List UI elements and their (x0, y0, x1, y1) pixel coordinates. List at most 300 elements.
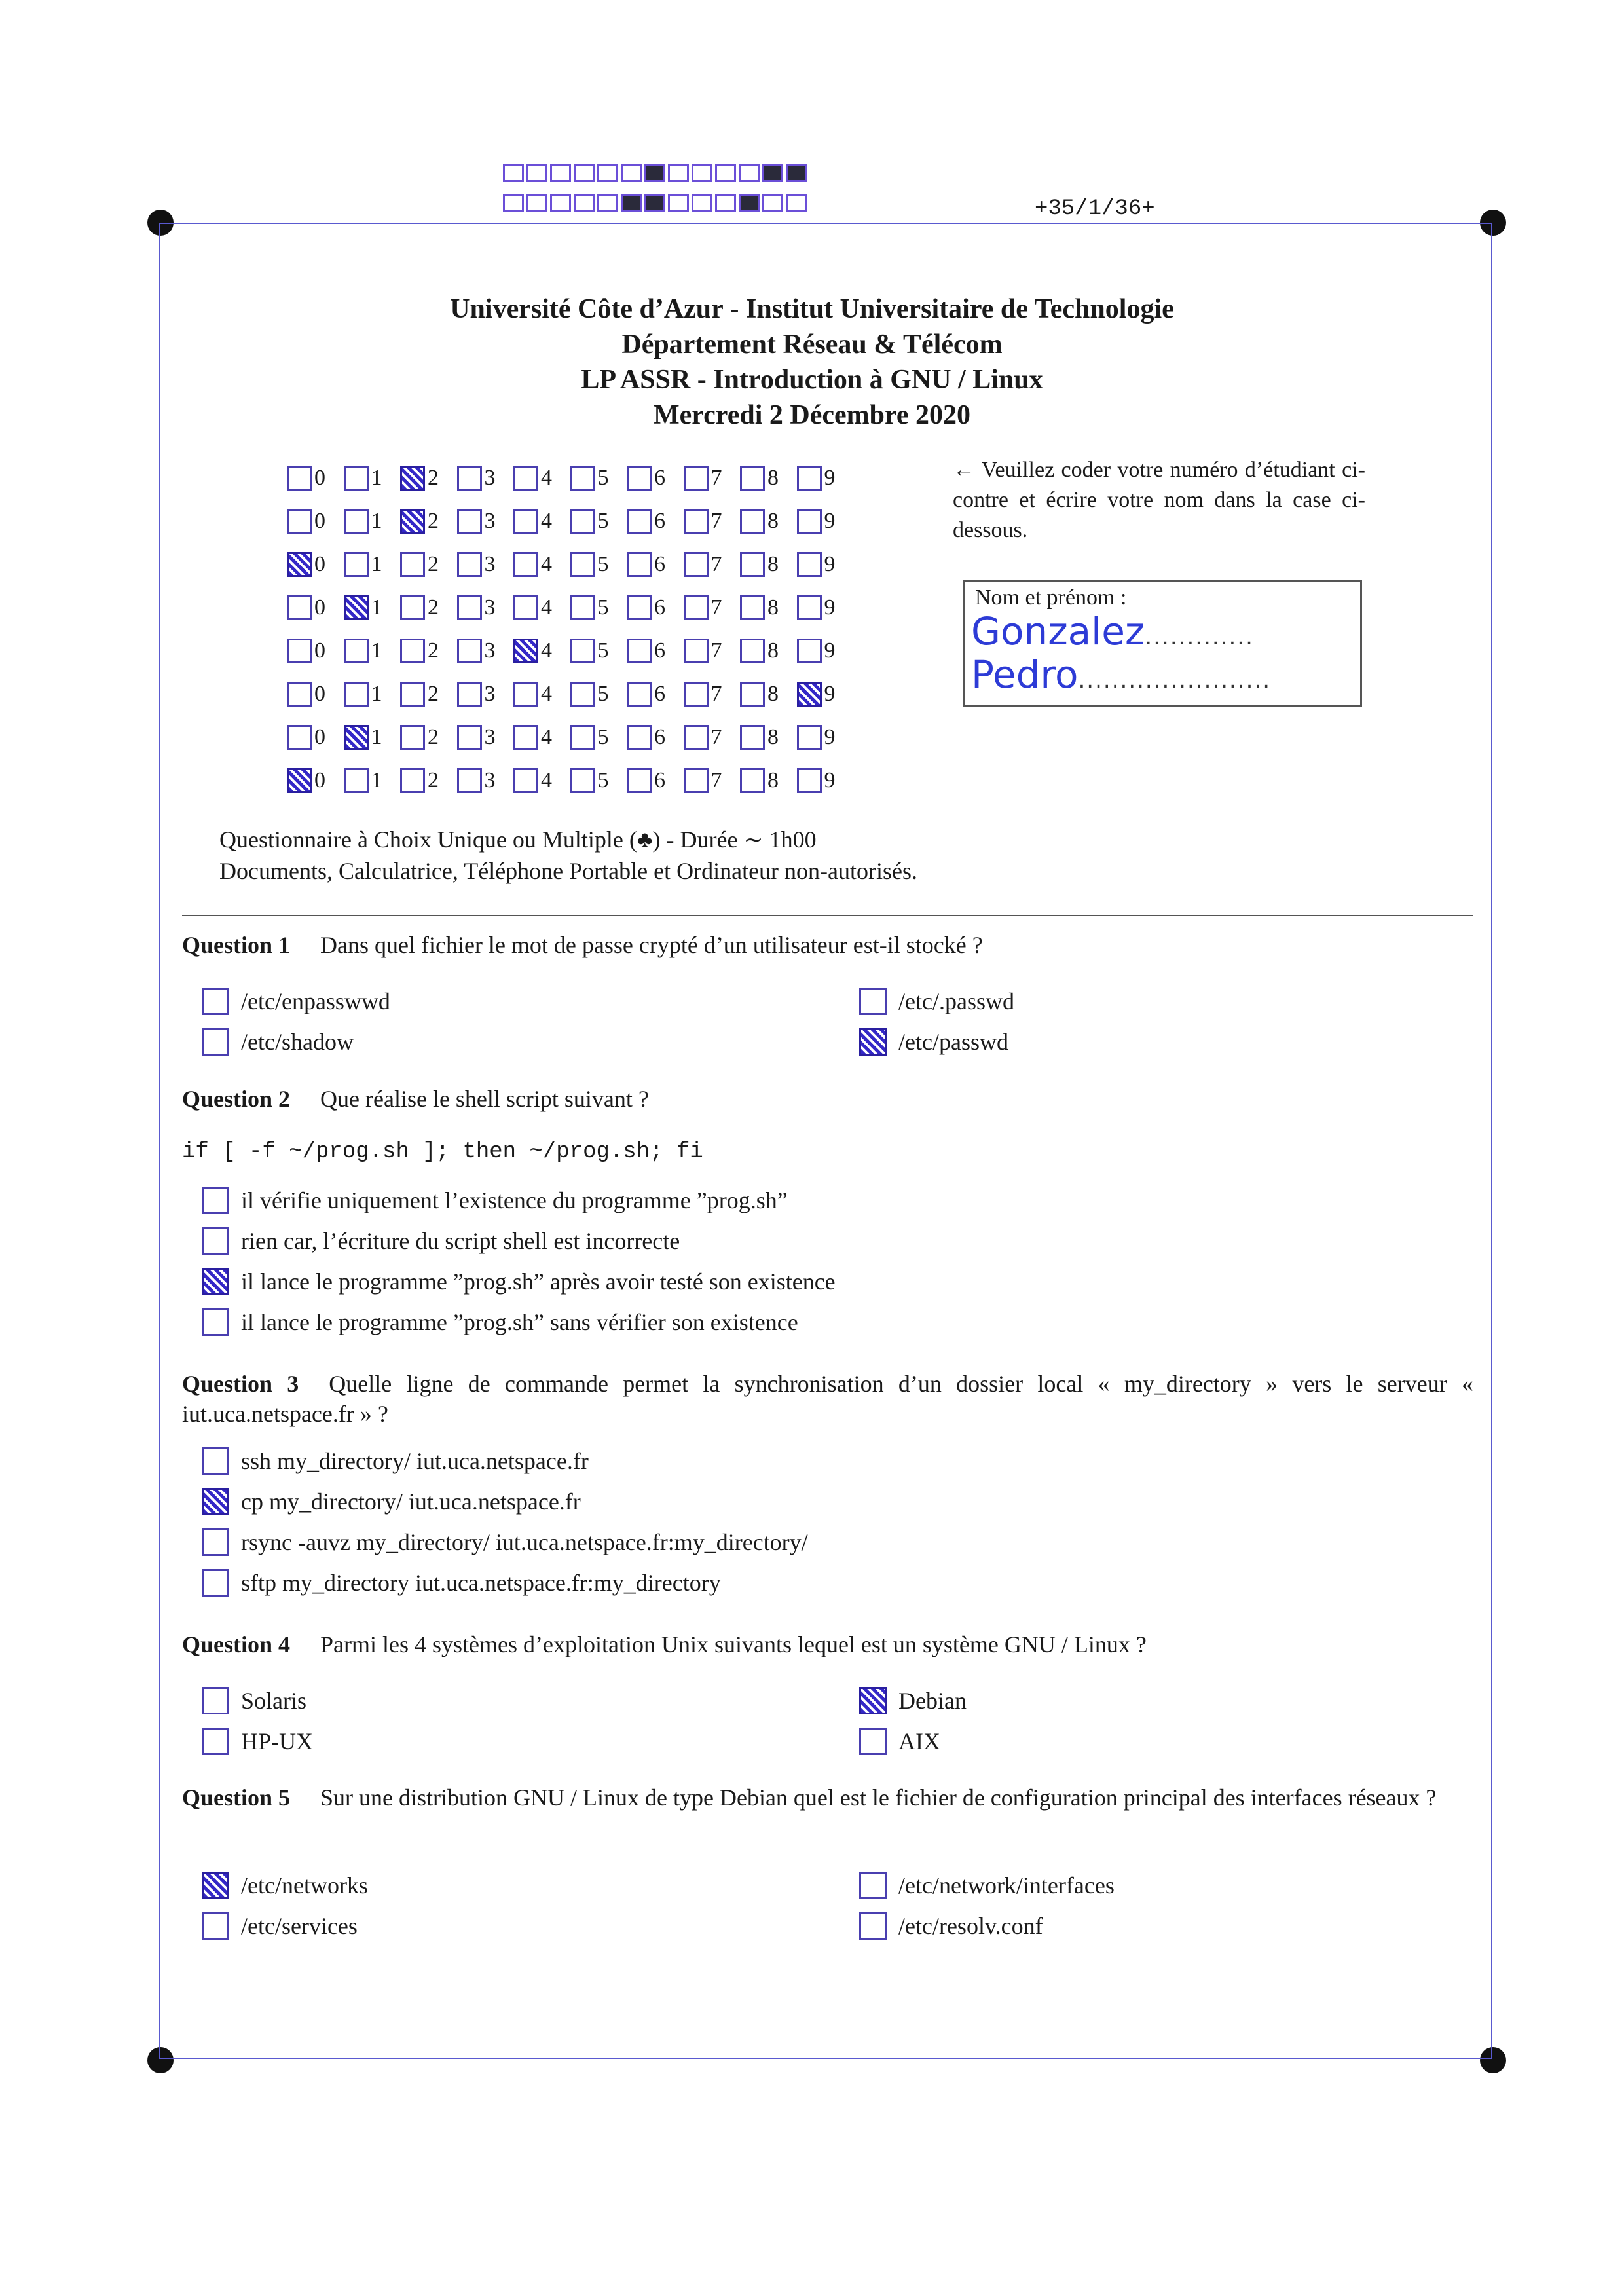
q4-option-1[interactable] (202, 1687, 306, 1714)
digit-label: 5 (597, 509, 609, 533)
q3-option-4[interactable] (202, 1569, 721, 1597)
checkbox[interactable] (344, 725, 369, 750)
id-strip-cell (739, 194, 760, 212)
option-label: cp my_directory/ iut.uca.netspace.fr (241, 1489, 581, 1515)
digit-label: 8 (767, 466, 779, 490)
q1-option-3[interactable] (202, 1028, 354, 1056)
checkbox[interactable] (344, 682, 369, 707)
checkbox[interactable] (684, 768, 709, 793)
checkbox[interactable] (797, 725, 822, 750)
instructions-text: ← Veuillez coder votre numéro d’étudiant ci-contre et écrire votre nom dans la case ci-dessous. (953, 458, 1365, 542)
digit-label: 4 (541, 682, 552, 706)
checkbox[interactable] (344, 768, 369, 793)
digit-option[interactable] (740, 552, 797, 577)
option-label: rsync -auvz my_directory/ iut.uca.netspace.fr:my_directory/ (241, 1529, 808, 1555)
digit-label: 5 (597, 466, 609, 490)
checkbox[interactable] (740, 509, 765, 534)
digit-option[interactable] (570, 552, 627, 577)
question-text: Que réalise le shell script suivant ? (320, 1086, 649, 1112)
checkbox[interactable] (859, 1912, 887, 1940)
digit-option[interactable] (457, 595, 514, 620)
checkbox[interactable] (859, 1728, 887, 1755)
checkbox[interactable] (740, 768, 765, 793)
digit-label: 3 (484, 552, 496, 576)
checkbox[interactable] (570, 768, 595, 793)
checkbox[interactable] (797, 682, 822, 707)
digit-label: 1 (371, 509, 382, 533)
digit-option[interactable] (797, 639, 854, 663)
checkbox[interactable] (627, 682, 652, 707)
digit-option[interactable] (797, 682, 854, 707)
digit-label: 9 (824, 509, 836, 533)
option-label: Solaris (241, 1688, 307, 1714)
digit-option[interactable] (287, 682, 344, 707)
checkbox[interactable] (570, 509, 595, 534)
q2-option-4[interactable] (202, 1308, 798, 1336)
checkbox[interactable] (400, 725, 425, 750)
digit-option[interactable] (740, 682, 797, 707)
q2-option-1[interactable] (202, 1187, 788, 1214)
digit-option[interactable] (344, 552, 401, 577)
checkbox[interactable] (202, 988, 229, 1015)
checkbox[interactable] (859, 1028, 887, 1056)
digit-option[interactable] (797, 725, 854, 750)
digit-label: 8 (767, 725, 779, 749)
id-strip-cell (503, 164, 524, 182)
checkbox[interactable] (202, 1528, 229, 1556)
digit-label: 6 (654, 552, 665, 576)
digit-label: 7 (710, 725, 722, 749)
digit-option[interactable] (344, 509, 401, 534)
q4-option-2[interactable] (859, 1687, 967, 1714)
id-strip-cell (526, 194, 547, 212)
digit-label: 5 (597, 768, 609, 792)
q5-option-2[interactable] (859, 1872, 1115, 1899)
digit-option[interactable] (400, 682, 457, 707)
question-text: Parmi les 4 systèmes d’exploitation Unix suivants lequel est un système GNU / Linux ? (320, 1631, 1147, 1657)
checkbox[interactable] (202, 1912, 229, 1940)
digit-option[interactable] (513, 509, 570, 534)
checkbox[interactable] (287, 639, 312, 663)
digit-label: 9 (824, 725, 836, 749)
checkbox[interactable] (513, 552, 538, 577)
digit-option[interactable] (400, 768, 457, 793)
checkbox[interactable] (202, 1687, 229, 1714)
digit-option[interactable] (627, 552, 684, 577)
checkbox[interactable] (457, 768, 482, 793)
q3-option-3[interactable] (202, 1528, 808, 1556)
digit-option[interactable] (457, 682, 514, 707)
checkbox[interactable] (859, 1872, 887, 1899)
q4-option-3[interactable] (202, 1728, 313, 1755)
checkbox[interactable] (287, 509, 312, 534)
digit-option[interactable] (627, 768, 684, 793)
digit-option[interactable] (344, 768, 401, 793)
digit-option[interactable] (570, 509, 627, 534)
id-strip-cell (550, 194, 571, 212)
checkbox[interactable] (400, 768, 425, 793)
digit-option[interactable] (684, 639, 741, 663)
id-strip-cell (574, 164, 595, 182)
checkbox[interactable] (859, 988, 887, 1015)
digit-option[interactable] (400, 595, 457, 620)
checkbox[interactable] (684, 595, 709, 620)
digit-label: 4 (541, 552, 552, 576)
digit-option[interactable] (344, 639, 401, 663)
digit-label: 6 (654, 768, 665, 792)
digit-label: 0 (314, 509, 325, 533)
checkbox[interactable] (513, 466, 538, 491)
checkbox[interactable] (627, 725, 652, 750)
q5-option-3[interactable] (202, 1912, 358, 1940)
checkbox[interactable] (400, 595, 425, 620)
question-3 (182, 1369, 1473, 1429)
digit-option[interactable] (457, 552, 514, 577)
checkbox[interactable] (740, 682, 765, 707)
id-strip-cell (644, 194, 665, 212)
digit-option[interactable] (344, 682, 401, 707)
digit-option[interactable] (287, 725, 344, 750)
checkbox[interactable] (344, 552, 369, 577)
digit-option[interactable] (287, 768, 344, 793)
checkbox[interactable] (344, 639, 369, 663)
digit-label: 3 (484, 768, 496, 792)
checkbox[interactable] (513, 639, 538, 663)
checkbox[interactable] (287, 466, 312, 491)
q5-option-1[interactable] (202, 1872, 368, 1899)
digit-option[interactable] (287, 466, 344, 491)
checkbox[interactable] (740, 595, 765, 620)
checkbox[interactable] (287, 595, 312, 620)
checkbox[interactable] (684, 725, 709, 750)
student-number-row (287, 500, 853, 543)
digit-label: 7 (710, 595, 722, 620)
digit-label: 6 (654, 466, 665, 490)
checkbox[interactable] (570, 595, 595, 620)
digit-label: 1 (371, 639, 382, 663)
digit-label: 9 (824, 552, 836, 576)
digit-option[interactable] (570, 595, 627, 620)
digit-option[interactable] (740, 466, 797, 491)
digit-label: 1 (371, 725, 382, 749)
digit-label: 6 (654, 725, 665, 749)
id-strip-cell (621, 164, 642, 182)
digit-label: 6 (654, 639, 665, 663)
digit-option[interactable] (684, 682, 741, 707)
checkbox[interactable] (457, 466, 482, 491)
digit-option[interactable] (287, 509, 344, 534)
option-label: rien car, l’écriture du script shell est incorrecte (241, 1228, 680, 1254)
q3-option-2[interactable] (202, 1488, 581, 1515)
checkbox[interactable] (684, 682, 709, 707)
name-box-label: Nom et prénom : (975, 585, 1127, 610)
digit-option[interactable] (627, 466, 684, 491)
checkbox[interactable] (513, 595, 538, 620)
q4-option-4[interactable] (859, 1728, 940, 1755)
digit-option[interactable] (287, 552, 344, 577)
digit-label: 8 (767, 509, 779, 533)
checkbox[interactable] (202, 1308, 229, 1336)
digit-option[interactable] (797, 552, 854, 577)
checkbox[interactable] (570, 682, 595, 707)
checkbox[interactable] (740, 725, 765, 750)
digit-option[interactable] (684, 595, 741, 620)
digit-option[interactable] (400, 552, 457, 577)
digit-label: 7 (710, 768, 722, 792)
option-label: sftp my_directory iut.uca.netspace.fr:my_directory (241, 1570, 721, 1596)
checkbox[interactable] (202, 1569, 229, 1597)
checkbox[interactable] (202, 1488, 229, 1515)
q1-option-1[interactable] (202, 988, 390, 1015)
checkbox[interactable] (287, 682, 312, 707)
id-strip-cell (762, 164, 783, 182)
digit-option[interactable] (344, 725, 401, 750)
digit-option[interactable] (797, 509, 854, 534)
digit-option[interactable] (627, 595, 684, 620)
question-number: Question 4 (182, 1631, 291, 1657)
digit-option[interactable] (740, 595, 797, 620)
digit-option[interactable] (740, 639, 797, 663)
digit-option[interactable] (740, 768, 797, 793)
checkbox[interactable] (513, 509, 538, 534)
digit-option[interactable] (627, 725, 684, 750)
digit-option[interactable] (513, 768, 570, 793)
digit-option[interactable] (400, 725, 457, 750)
digit-option[interactable] (684, 768, 741, 793)
checkbox[interactable] (797, 768, 822, 793)
checkbox[interactable] (202, 1872, 229, 1899)
q1-option-4[interactable] (859, 1028, 1008, 1056)
checkbox[interactable] (570, 466, 595, 491)
checkbox[interactable] (627, 466, 652, 491)
digit-label: 8 (767, 639, 779, 663)
checkbox[interactable] (400, 682, 425, 707)
id-strip-cell (786, 164, 807, 182)
digit-label: 6 (654, 595, 665, 620)
digit-option[interactable] (684, 509, 741, 534)
digit-label: 8 (767, 768, 779, 792)
digit-option[interactable] (457, 768, 514, 793)
checkbox[interactable] (797, 466, 822, 491)
checkbox[interactable] (859, 1687, 887, 1714)
checkbox[interactable] (400, 466, 425, 491)
digit-option[interactable] (400, 466, 457, 491)
checkbox[interactable] (570, 639, 595, 663)
option-label: il lance le programme ”prog.sh” sans vérifier son existence (241, 1309, 798, 1335)
name-box (963, 580, 1362, 707)
digit-option[interactable] (513, 682, 570, 707)
checkbox[interactable] (797, 595, 822, 620)
divider (182, 915, 1473, 916)
student-number-row (287, 629, 853, 673)
q2-option-3[interactable] (202, 1268, 836, 1295)
digit-label: 7 (710, 509, 722, 533)
checkbox[interactable] (627, 509, 652, 534)
checkbox[interactable] (457, 682, 482, 707)
digit-option[interactable] (513, 595, 570, 620)
id-strip-cell (762, 194, 783, 212)
digit-option[interactable] (740, 509, 797, 534)
checkbox[interactable] (513, 682, 538, 707)
checkbox[interactable] (287, 768, 312, 793)
checkbox[interactable] (740, 466, 765, 491)
option-label: /etc/services (241, 1913, 358, 1939)
checkbox[interactable] (287, 552, 312, 577)
digit-label: 8 (767, 595, 779, 620)
exam-header (0, 291, 1624, 433)
id-strip-cell (621, 194, 642, 212)
checkbox[interactable] (740, 552, 765, 577)
checkbox[interactable] (457, 552, 482, 577)
digit-option[interactable] (513, 725, 570, 750)
option-label: il lance le programme ”prog.sh” après avoir testé son existence (241, 1268, 836, 1295)
checkbox[interactable] (400, 509, 425, 534)
digit-option[interactable] (797, 595, 854, 620)
digit-label: 0 (314, 466, 325, 490)
digit-label: 1 (371, 466, 382, 490)
digit-option[interactable] (627, 509, 684, 534)
digit-option[interactable] (684, 466, 741, 491)
checkbox[interactable] (513, 725, 538, 750)
digit-option[interactable] (457, 509, 514, 534)
digit-option[interactable] (797, 466, 854, 491)
id-strip-cell (786, 194, 807, 212)
q1-option-2[interactable] (859, 988, 1014, 1015)
checkbox[interactable] (457, 595, 482, 620)
digit-option[interactable] (570, 768, 627, 793)
digit-option[interactable] (457, 639, 514, 663)
checkbox[interactable] (740, 639, 765, 663)
handwritten-surname: Gonzalez (971, 609, 1145, 654)
digit-label: 2 (428, 768, 439, 792)
page-code: +35/1/36+ (1035, 196, 1155, 221)
checkbox[interactable] (797, 552, 822, 577)
digit-label: 2 (428, 552, 439, 576)
digit-label: 5 (597, 682, 609, 706)
option-label: HP-UX (241, 1728, 314, 1754)
checkbox[interactable] (202, 1447, 229, 1475)
option-label: /etc/network/interfaces (898, 1872, 1115, 1898)
digit-option[interactable] (344, 466, 401, 491)
checkbox[interactable] (400, 639, 425, 663)
option-label: /etc/passwd (898, 1029, 1008, 1055)
checkbox[interactable] (287, 725, 312, 750)
checkbox[interactable] (202, 1028, 229, 1056)
digit-label: 9 (824, 595, 836, 620)
checkbox[interactable] (202, 1268, 229, 1295)
checkbox[interactable] (202, 1728, 229, 1755)
checkbox[interactable] (627, 639, 652, 663)
digit-label: 0 (314, 552, 325, 576)
digit-option[interactable] (287, 639, 344, 663)
option-label: /etc/shadow (241, 1029, 354, 1055)
checkbox[interactable] (202, 1227, 229, 1255)
digit-option[interactable] (627, 639, 684, 663)
digit-option[interactable] (570, 639, 627, 663)
checkbox[interactable] (344, 466, 369, 491)
checkbox[interactable] (202, 1187, 229, 1214)
question-number: Question 1 (182, 932, 291, 958)
digit-option[interactable] (400, 509, 457, 534)
checkbox[interactable] (457, 725, 482, 750)
digit-option[interactable] (570, 725, 627, 750)
option-label: il vérifie uniquement l’existence du programme ”prog.sh” (241, 1187, 788, 1213)
id-strip-cell (715, 194, 736, 212)
checkbox[interactable] (570, 725, 595, 750)
digit-option[interactable] (513, 552, 570, 577)
checkbox[interactable] (797, 639, 822, 663)
digit-option[interactable] (513, 639, 570, 663)
digit-option[interactable] (400, 639, 457, 663)
name-line-1[interactable]: Gonzalez............. (971, 609, 1254, 654)
digit-label: 2 (428, 595, 439, 620)
question-number: Question 2 (182, 1086, 291, 1112)
checkbox[interactable] (570, 552, 595, 577)
q3-option-1[interactable] (202, 1447, 589, 1475)
digit-option[interactable] (740, 725, 797, 750)
digit-option[interactable] (457, 725, 514, 750)
checkbox[interactable] (627, 552, 652, 577)
checkbox[interactable] (627, 768, 652, 793)
checkbox[interactable] (344, 595, 369, 620)
q5-option-4[interactable] (859, 1912, 1043, 1940)
checkbox[interactable] (684, 509, 709, 534)
digit-option[interactable] (287, 595, 344, 620)
digit-option[interactable] (344, 595, 401, 620)
checkbox[interactable] (684, 466, 709, 491)
digit-option[interactable] (684, 725, 741, 750)
exam-description (219, 824, 917, 887)
option-label: ssh my_directory/ iut.uca.netspace.fr (241, 1448, 589, 1474)
digit-option[interactable] (513, 466, 570, 491)
digit-label: 9 (824, 466, 836, 490)
digit-option[interactable] (684, 552, 741, 577)
id-strip-cell (550, 164, 571, 182)
digit-label: 9 (824, 682, 836, 706)
checkbox[interactable] (513, 768, 538, 793)
question-text: Dans quel fichier le mot de passe crypté d’un utilisateur est-il stocké ? (320, 932, 983, 958)
digit-label: 2 (428, 682, 439, 706)
digit-label: 0 (314, 595, 325, 620)
option-label: AIX (898, 1728, 940, 1754)
id-strip-cell (503, 194, 524, 212)
checkbox[interactable] (684, 639, 709, 663)
digit-option[interactable] (627, 682, 684, 707)
question-number: Question 5 (182, 1785, 291, 1811)
digit-label: 0 (314, 725, 325, 749)
checkbox[interactable] (457, 639, 482, 663)
checkbox[interactable] (627, 595, 652, 620)
digit-option[interactable] (797, 768, 854, 793)
digit-label: 3 (484, 725, 496, 749)
name-line-2[interactable]: Pedro....................... (971, 652, 1272, 697)
checkbox[interactable] (400, 552, 425, 577)
id-strip-row-2 (503, 194, 807, 212)
checkbox[interactable] (344, 509, 369, 534)
digit-label: 2 (428, 639, 439, 663)
checkbox[interactable] (457, 509, 482, 534)
checkbox[interactable] (684, 552, 709, 577)
q2-option-2[interactable] (202, 1227, 680, 1255)
checkbox[interactable] (797, 509, 822, 534)
digit-label: 4 (541, 725, 552, 749)
digit-option[interactable] (570, 682, 627, 707)
student-number-row (287, 586, 853, 629)
header-department: Département Réseau & Télécom (621, 329, 1003, 360)
digit-option[interactable] (570, 466, 627, 491)
digit-option[interactable] (457, 466, 514, 491)
digit-label: 1 (371, 552, 382, 576)
